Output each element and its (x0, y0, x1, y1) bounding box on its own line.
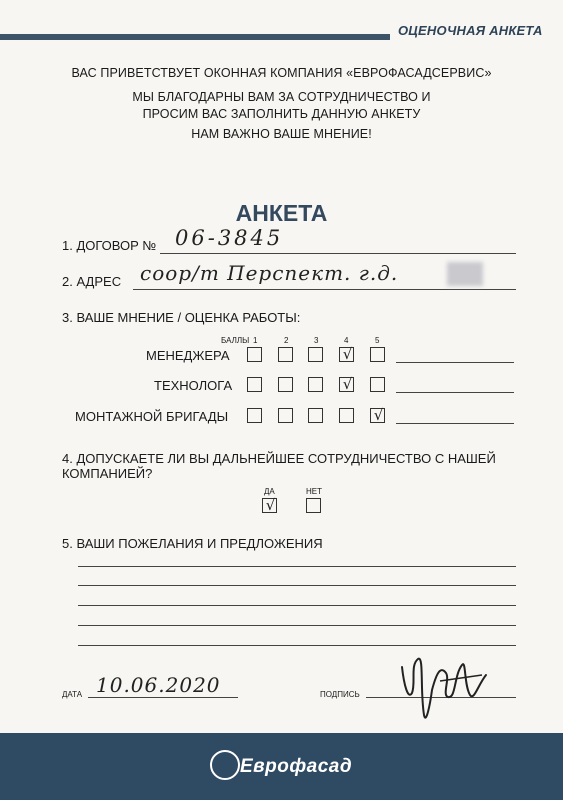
intro-line-1: ВАС ПРИВЕТСТВУЕТ ОКОННАЯ КОМПАНИЯ «ЕВРОФАСАДСЕРВИС» (71, 66, 492, 80)
cooperation-question-line-1: 4. ДОПУСКАЕТЕ ЛИ ВЫ ДАЛЬНЕЙШЕЕ СОТРУДНИЧЕСТВО С НАШЕЙ (62, 451, 496, 466)
header-rule (0, 34, 390, 40)
suggestions-line-4 (78, 625, 516, 626)
intro-line-2: МЫ БЛАГОДАРНЫ ВАМ ЗА СОТРУДНИЧЕСТВО И (132, 90, 431, 104)
address-label: 2. АДРЕС (62, 274, 122, 289)
intro-line-3: ПРОСИМ ВАС ЗАПОЛНИТЬ ДАННУЮ АНКЕТУ (142, 107, 421, 121)
rating-manager-1[interactable] (247, 347, 262, 362)
suggestions-line-3 (78, 605, 516, 606)
cooperation-yes-label: ДА (264, 487, 275, 496)
rating-crew-line (396, 423, 514, 424)
rating-manager-3[interactable] (308, 347, 323, 362)
redacted-block (447, 262, 483, 286)
rating-manager-label: МЕНЕДЖЕРА (146, 348, 230, 363)
footer-logo: Еврофасад (240, 756, 353, 777)
rating-crew-3[interactable] (308, 408, 323, 423)
cooperation-no-checkbox[interactable] (306, 498, 321, 513)
scale-5: 5 (375, 336, 380, 345)
date-value[interactable]: 10.06.2020 (96, 673, 221, 697)
scale-1: 1 (253, 336, 258, 345)
date-label: ДАТА (62, 690, 83, 699)
scale-4: 4 (344, 336, 349, 345)
rating-manager-5[interactable] (370, 347, 385, 362)
cooperation-no-label: НЕТ (306, 487, 322, 496)
rating-technologist-1[interactable] (247, 377, 262, 392)
rating-crew-1[interactable] (247, 408, 262, 423)
rating-technologist-5[interactable] (370, 377, 385, 392)
cooperation-yes-checkbox[interactable] (262, 498, 277, 513)
logo-icon (210, 750, 240, 780)
rating-manager-line (396, 362, 514, 363)
checkmark-icon: √ (373, 406, 384, 424)
rating-manager-4[interactable] (339, 347, 354, 362)
form-title: АНКЕТА (235, 200, 328, 226)
suggestions-line-1 (78, 566, 516, 567)
rating-technologist-3[interactable] (308, 377, 323, 392)
scale-3: 3 (314, 336, 319, 345)
scale-label: БАЛЛЫ (221, 336, 250, 345)
cooperation-question-line-2: КОМПАНИЕЙ? (62, 466, 153, 481)
signature-label: ПОДПИСЬ (320, 690, 360, 699)
contract-value[interactable]: 06-3845 (175, 226, 284, 250)
address-line (133, 289, 516, 290)
suggestions-line-2 (78, 585, 516, 586)
address-value[interactable]: соор/т Перспект. г.д. (140, 261, 399, 285)
suggestions-label: 5. ВАШИ ПОЖЕЛАНИЯ И ПРЕДЛОЖЕНИЯ (62, 536, 323, 551)
checkmark-icon: √ (342, 375, 353, 393)
header-title: ОЦЕНОЧНАЯ АНКЕТА (398, 23, 543, 38)
rating-manager-2[interactable] (278, 347, 293, 362)
checkmark-icon: √ (342, 345, 353, 363)
checkmark-icon: √ (265, 496, 276, 514)
scale-2: 2 (284, 336, 289, 345)
rating-crew-label: МОНТАЖНОЙ БРИГАДЫ (75, 409, 229, 424)
rating-technologist-line (396, 392, 514, 393)
rating-crew-2[interactable] (278, 408, 293, 423)
rating-technologist-2[interactable] (278, 377, 293, 392)
rating-crew-5[interactable] (370, 408, 385, 423)
rating-technologist-4[interactable] (339, 377, 354, 392)
rating-technologist-label: ТЕХНОЛОГА (154, 378, 233, 393)
rating-question-label: 3. ВАШЕ МНЕНИЕ / ОЦЕНКА РАБОТЫ: (62, 310, 301, 325)
rating-crew-4[interactable] (339, 408, 354, 423)
date-line (88, 697, 238, 698)
intro-line-4: НАМ ВАЖНО ВАШЕ МНЕНИЕ! (191, 127, 372, 141)
signature-mark (390, 645, 500, 730)
contract-line (160, 253, 516, 254)
contract-label: 1. ДОГОВОР № (62, 238, 157, 253)
